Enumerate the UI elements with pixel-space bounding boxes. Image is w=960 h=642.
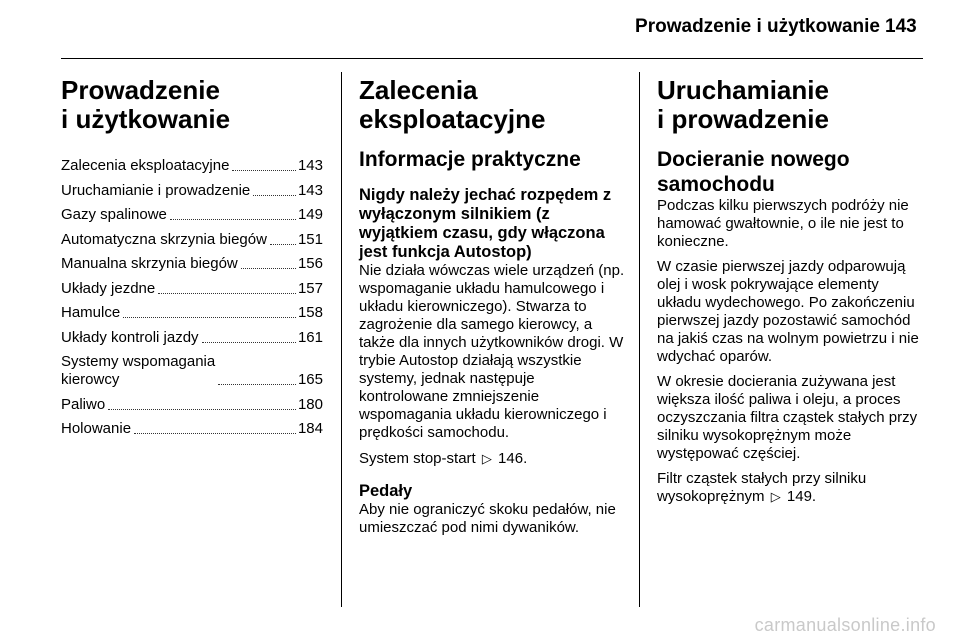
toc-entry[interactable] <box>61 182 323 200</box>
toc-entry-label: Układy jezdne <box>61 279 156 297</box>
cross-reference-particle-filter[interactable] <box>657 470 925 506</box>
section-heading-uruchamianie: Uruchamianie i prowadzenie <box>657 75 829 134</box>
toc-entry-label: Układy kontroli jazdy <box>61 328 199 346</box>
toc-entry-label: Paliwo <box>61 395 106 413</box>
topic-text-pedals: Aby nie ograniczyć skoku pedałów, nie umieszczać pod nimi dywaników. <box>359 501 616 536</box>
topic-text-coasting: Nie działa wówczas wiele urządzeń (np. wspomaganie układu hamulcowego i układu kierowniczego). Stwarza to zagrożenie dla samego kierowcy, a także dla innych użytkowników drogi. W trybie Autostop działają wszystkie systemy, jednak następuje kontrolowane zmniejszenie wspomagania układu kierowniczego i prędkości samochodu. <box>359 262 625 441</box>
toc-dot-leader <box>123 317 296 318</box>
toc-entry[interactable] <box>61 206 323 224</box>
subheading-docieranie: Docieranie nowego samochodu <box>657 148 850 196</box>
toc-entry[interactable] <box>61 255 323 273</box>
cross-reference-page: 149. <box>786 488 817 505</box>
toc-dot-leader <box>108 409 296 410</box>
subheading-informacje: Informacje praktyczne <box>359 148 581 171</box>
chapter-title: Prowadzenie i użytkowanie <box>61 75 231 134</box>
chapter-contents-column <box>61 64 323 445</box>
cross-reference-page: 146. <box>498 450 528 467</box>
toc-entry[interactable] <box>61 353 323 389</box>
topic-title-pedals: Pedały <box>359 482 413 500</box>
toc-entry-page: 151 <box>297 230 323 248</box>
cross-reference-label: Filtr cząstek stałych przy silniku wysokoprężnym <box>657 470 867 505</box>
toc-entry-page: 161 <box>297 328 323 346</box>
topic-title-coasting: Nigdy należy jechać rozpędem z wyłączonym silnikiem (z wyjątkiem czasu, gdy włączona jest funkcja Autostop) <box>359 186 612 261</box>
reference-triangle-icon: ▷ <box>770 489 781 504</box>
toc-dot-leader <box>134 433 296 434</box>
toc-entry-page: 143 <box>297 181 323 199</box>
toc-entry-page: 157 <box>297 279 323 297</box>
toc-dot-leader <box>170 219 296 220</box>
section-heading-zalecenia: Zalecenia eksploatacyjne <box>359 75 546 134</box>
toc-dot-leader <box>218 384 296 385</box>
toc-entry-label: Hamulce <box>61 304 121 321</box>
header-divider <box>61 58 923 59</box>
toc-entry-page: 149 <box>297 206 323 223</box>
toc-entry-label: Uruchamianie i prowadzenie <box>61 181 251 199</box>
toc-entry-label: Systemy wspomagania kierowcy <box>61 353 216 388</box>
reference-triangle-icon: ▷ <box>481 451 492 466</box>
toc-entry-page: 180 <box>297 395 323 413</box>
toc-entry-page: 184 <box>297 420 323 437</box>
cross-reference-label: System stop-start <box>359 450 476 467</box>
toc-entry-label: Holowanie <box>61 420 132 437</box>
middle-column <box>359 64 627 537</box>
toc-entry[interactable] <box>61 157 323 175</box>
toc-dot-leader <box>253 195 296 196</box>
watermark: carmanualsonline.info <box>754 615 936 635</box>
toc-entry[interactable] <box>61 420 323 438</box>
toc-dot-leader <box>202 342 296 343</box>
toc-entry[interactable] <box>61 304 323 322</box>
paragraph-braking: Podczas kilku pierwszych podróży nie hamować gwałtownie, o ile nie jest to konieczne. <box>657 197 909 250</box>
toc-dot-leader <box>241 268 296 269</box>
toc-dot-leader <box>270 244 296 245</box>
toc-entry-label: Gazy spalinowe <box>61 206 167 223</box>
toc-entry-label: Manualna skrzynia biegów <box>61 255 238 272</box>
right-column <box>657 64 925 506</box>
toc-entry-page: 165 <box>297 371 323 388</box>
column-divider-left <box>341 72 342 607</box>
toc-dot-leader <box>232 170 296 171</box>
toc-dot-leader <box>158 293 296 294</box>
toc-entry[interactable] <box>61 329 323 347</box>
running-header-title: Prowadzenie i użytkowanie <box>635 16 880 37</box>
paragraph-exhaust: W czasie pierwszej jazdy odparowują olej i wosk pokrywające elementy układu wydechowego. Po zakończeniu pierwszej jazdy pozostawić samochód na jakiś czas na wolnym powietrzu i nie wdychać oparów. <box>657 258 919 365</box>
cross-reference-stop-start[interactable] <box>359 450 627 468</box>
toc-entry[interactable] <box>61 231 323 249</box>
toc-entry-page: 156 <box>297 255 323 272</box>
column-divider-right <box>639 72 640 607</box>
toc-entry-page: 158 <box>297 304 323 321</box>
toc-entry-label: Automatyczna skrzynia biegów <box>61 230 267 248</box>
toc-entry[interactable] <box>61 396 323 414</box>
toc-entry-label: Zalecenia eksploatacyjne <box>61 157 230 174</box>
paragraph-fuel-consumption: W okresie docierania zużywana jest większa ilość paliwa i oleju, a proces oczyszczania filtra cząstek stałych przy silniku wysokoprężnym może występować częściej. <box>657 373 918 462</box>
toc-entry[interactable] <box>61 280 323 298</box>
table-of-contents <box>61 157 323 438</box>
page-number: 143 <box>885 16 917 37</box>
toc-entry-page: 143 <box>297 157 323 174</box>
